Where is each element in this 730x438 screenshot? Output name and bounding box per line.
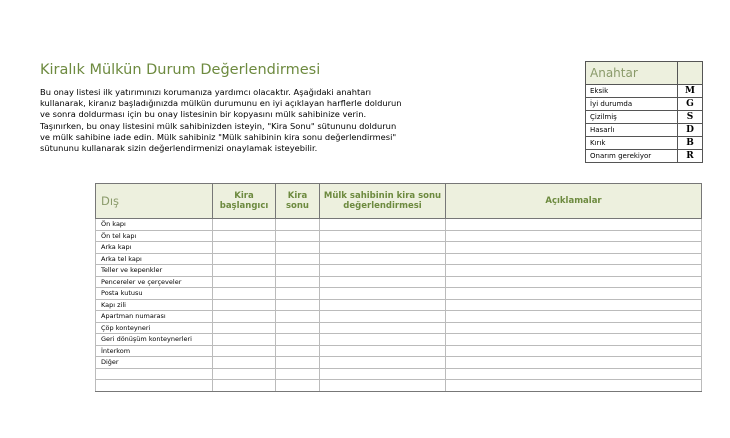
- landlord-evaluation-cell[interactable]: [320, 265, 446, 277]
- comments-cell[interactable]: [446, 219, 702, 231]
- intro-line: sütununu kullanarak sizin değerlendirmenizi onaylamak isteyebilir.: [40, 143, 318, 154]
- landlord-evaluation-cell[interactable]: [320, 230, 446, 242]
- lease-start-cell[interactable]: [213, 265, 276, 277]
- comments-cell[interactable]: [446, 345, 702, 357]
- comments-cell[interactable]: [446, 230, 702, 242]
- landlord-evaluation-cell[interactable]: [320, 276, 446, 288]
- lease-start-cell[interactable]: [213, 299, 276, 311]
- row-item-label: Apartman numarası: [96, 311, 213, 323]
- landlord-evaluation-cell[interactable]: [320, 299, 446, 311]
- table-row: [96, 288, 702, 300]
- lease-start-cell[interactable]: [213, 311, 276, 323]
- intro-line: ve sonra doldurması için bu onay listesinin bir kopyasını mülk sahibinize verin.: [40, 109, 367, 120]
- table-row: [96, 380, 702, 392]
- lease-start-cell[interactable]: [213, 357, 276, 369]
- row-item-label: Geri dönüşüm konteynerleri: [96, 334, 213, 346]
- table-row: [96, 357, 702, 369]
- intro-text: [40, 87, 410, 154]
- lease-end-cell[interactable]: [276, 219, 320, 231]
- lease-start-cell[interactable]: [213, 276, 276, 288]
- landlord-evaluation-cell[interactable]: [320, 380, 446, 392]
- lease-start-cell[interactable]: [213, 345, 276, 357]
- row-item-label: [96, 368, 213, 380]
- lease-start-cell[interactable]: [213, 288, 276, 300]
- table-row: [96, 368, 702, 380]
- lease-end-cell[interactable]: [276, 230, 320, 242]
- lease-end-cell[interactable]: [276, 357, 320, 369]
- lease-end-cell[interactable]: [276, 253, 320, 265]
- key-label: Hasarlı: [586, 124, 678, 137]
- landlord-evaluation-cell[interactable]: [320, 334, 446, 346]
- table-row: [96, 265, 702, 277]
- landlord-evaluation-cell[interactable]: [320, 311, 446, 323]
- lease-start-cell[interactable]: [213, 230, 276, 242]
- condition-checklist-table: [95, 183, 702, 392]
- key-legend-table: [585, 61, 703, 163]
- header-landlord-evaluation: Mülk sahibinin kira sonu değerlendirmesi: [320, 184, 446, 219]
- table-row: [96, 219, 702, 231]
- comments-cell[interactable]: [446, 380, 702, 392]
- lease-start-cell[interactable]: [213, 253, 276, 265]
- table-row: [96, 322, 702, 334]
- lease-end-cell[interactable]: [276, 380, 320, 392]
- row-item-label: Çöp konteyneri: [96, 322, 213, 334]
- key-code: B: [678, 137, 703, 150]
- key-title: Anahtar: [586, 62, 678, 85]
- key-label: Kırık: [586, 137, 678, 150]
- landlord-evaluation-cell[interactable]: [320, 357, 446, 369]
- landlord-evaluation-cell[interactable]: [320, 345, 446, 357]
- lease-end-cell[interactable]: [276, 311, 320, 323]
- landlord-evaluation-cell[interactable]: [320, 322, 446, 334]
- landlord-evaluation-cell[interactable]: [320, 219, 446, 231]
- key-label: İyi durumda: [586, 98, 678, 111]
- comments-cell[interactable]: [446, 242, 702, 254]
- table-row: [96, 242, 702, 254]
- row-item-label: Kapı zili: [96, 299, 213, 311]
- lease-end-cell[interactable]: [276, 322, 320, 334]
- key-code: S: [678, 111, 703, 124]
- comments-cell[interactable]: [446, 276, 702, 288]
- intro-line: ve mülk sahibine iade edin. Mülk sahibiniz "Mülk sahibinin kira sonu değerlendirmesi": [40, 131, 397, 142]
- table-row: [96, 253, 702, 265]
- lease-end-cell[interactable]: [276, 368, 320, 380]
- lease-end-cell[interactable]: [276, 345, 320, 357]
- lease-start-cell[interactable]: [213, 322, 276, 334]
- table-row: [96, 230, 702, 242]
- header-lease-end: Kira sonu: [276, 184, 320, 219]
- lease-end-cell[interactable]: [276, 334, 320, 346]
- row-item-label: Pencereler ve çerçeveler: [96, 276, 213, 288]
- lease-start-cell[interactable]: [213, 334, 276, 346]
- intro-line: Bu onay listesi ilk yatırımınızı korumanıza yardımcı olacaktır. Aşağıdaki anahtarı: [40, 87, 372, 97]
- table-row: [96, 299, 702, 311]
- row-item-label: Arka tel kapı: [96, 253, 213, 265]
- row-item-label: Ön tel kapı: [96, 230, 213, 242]
- header-comments: Açıklamalar: [446, 184, 702, 219]
- key-code: D: [678, 124, 703, 137]
- key-label: Eksik: [586, 85, 678, 98]
- comments-cell[interactable]: [446, 311, 702, 323]
- key-label: Onarım gerekiyor: [586, 150, 678, 163]
- lease-start-cell[interactable]: [213, 380, 276, 392]
- checklist-body: [96, 219, 702, 392]
- comments-cell[interactable]: [446, 265, 702, 277]
- row-item-label: Posta kutusu: [96, 288, 213, 300]
- row-item-label: Ön kapı: [96, 219, 213, 231]
- lease-end-cell[interactable]: [276, 265, 320, 277]
- row-item-label: [96, 380, 213, 392]
- landlord-evaluation-cell[interactable]: [320, 242, 446, 254]
- comments-cell[interactable]: [446, 357, 702, 369]
- landlord-evaluation-cell[interactable]: [320, 368, 446, 380]
- landlord-evaluation-cell[interactable]: [320, 253, 446, 265]
- lease-start-cell[interactable]: [213, 219, 276, 231]
- page-title: Kiralık Mülkün Durum Değerlendirmesi: [40, 62, 321, 78]
- lease-end-cell[interactable]: [276, 299, 320, 311]
- row-item-label: Diğer: [96, 357, 213, 369]
- header-lease-start: Kira başlangıcı: [213, 184, 276, 219]
- intro-line: kullanarak, kiranız başladığınızda mülkün durumunu en iyi açıklayan harflerle doldurun: [40, 98, 402, 109]
- lease-start-cell[interactable]: [213, 368, 276, 380]
- key-code: G: [678, 98, 703, 111]
- comments-cell[interactable]: [446, 334, 702, 346]
- row-item-label: İnterkom: [96, 345, 213, 357]
- lease-end-cell[interactable]: [276, 242, 320, 254]
- comments-cell[interactable]: [446, 288, 702, 300]
- key-code: M: [678, 85, 703, 98]
- table-row: [96, 334, 702, 346]
- table-row: [96, 345, 702, 357]
- lease-end-cell[interactable]: [276, 276, 320, 288]
- landlord-evaluation-cell[interactable]: [320, 288, 446, 300]
- comments-cell[interactable]: [446, 368, 702, 380]
- header-exterior: Dış: [96, 184, 213, 219]
- comments-cell[interactable]: [446, 299, 702, 311]
- intro-line: Taşınırken, bu onay listesini mülk sahibinizden isteyin, "Kira Sonu" sütununu doldurun: [40, 120, 397, 131]
- key-label: Çizilmiş: [586, 111, 678, 124]
- key-title-spacer: [678, 62, 703, 85]
- table-row: [96, 311, 702, 323]
- table-row: [96, 276, 702, 288]
- row-item-label: Arka kapı: [96, 242, 213, 254]
- lease-start-cell[interactable]: [213, 242, 276, 254]
- row-item-label: Teller ve kepenkler: [96, 265, 213, 277]
- lease-end-cell[interactable]: [276, 288, 320, 300]
- comments-cell[interactable]: [446, 253, 702, 265]
- comments-cell[interactable]: [446, 322, 702, 334]
- key-code: R: [678, 150, 703, 163]
